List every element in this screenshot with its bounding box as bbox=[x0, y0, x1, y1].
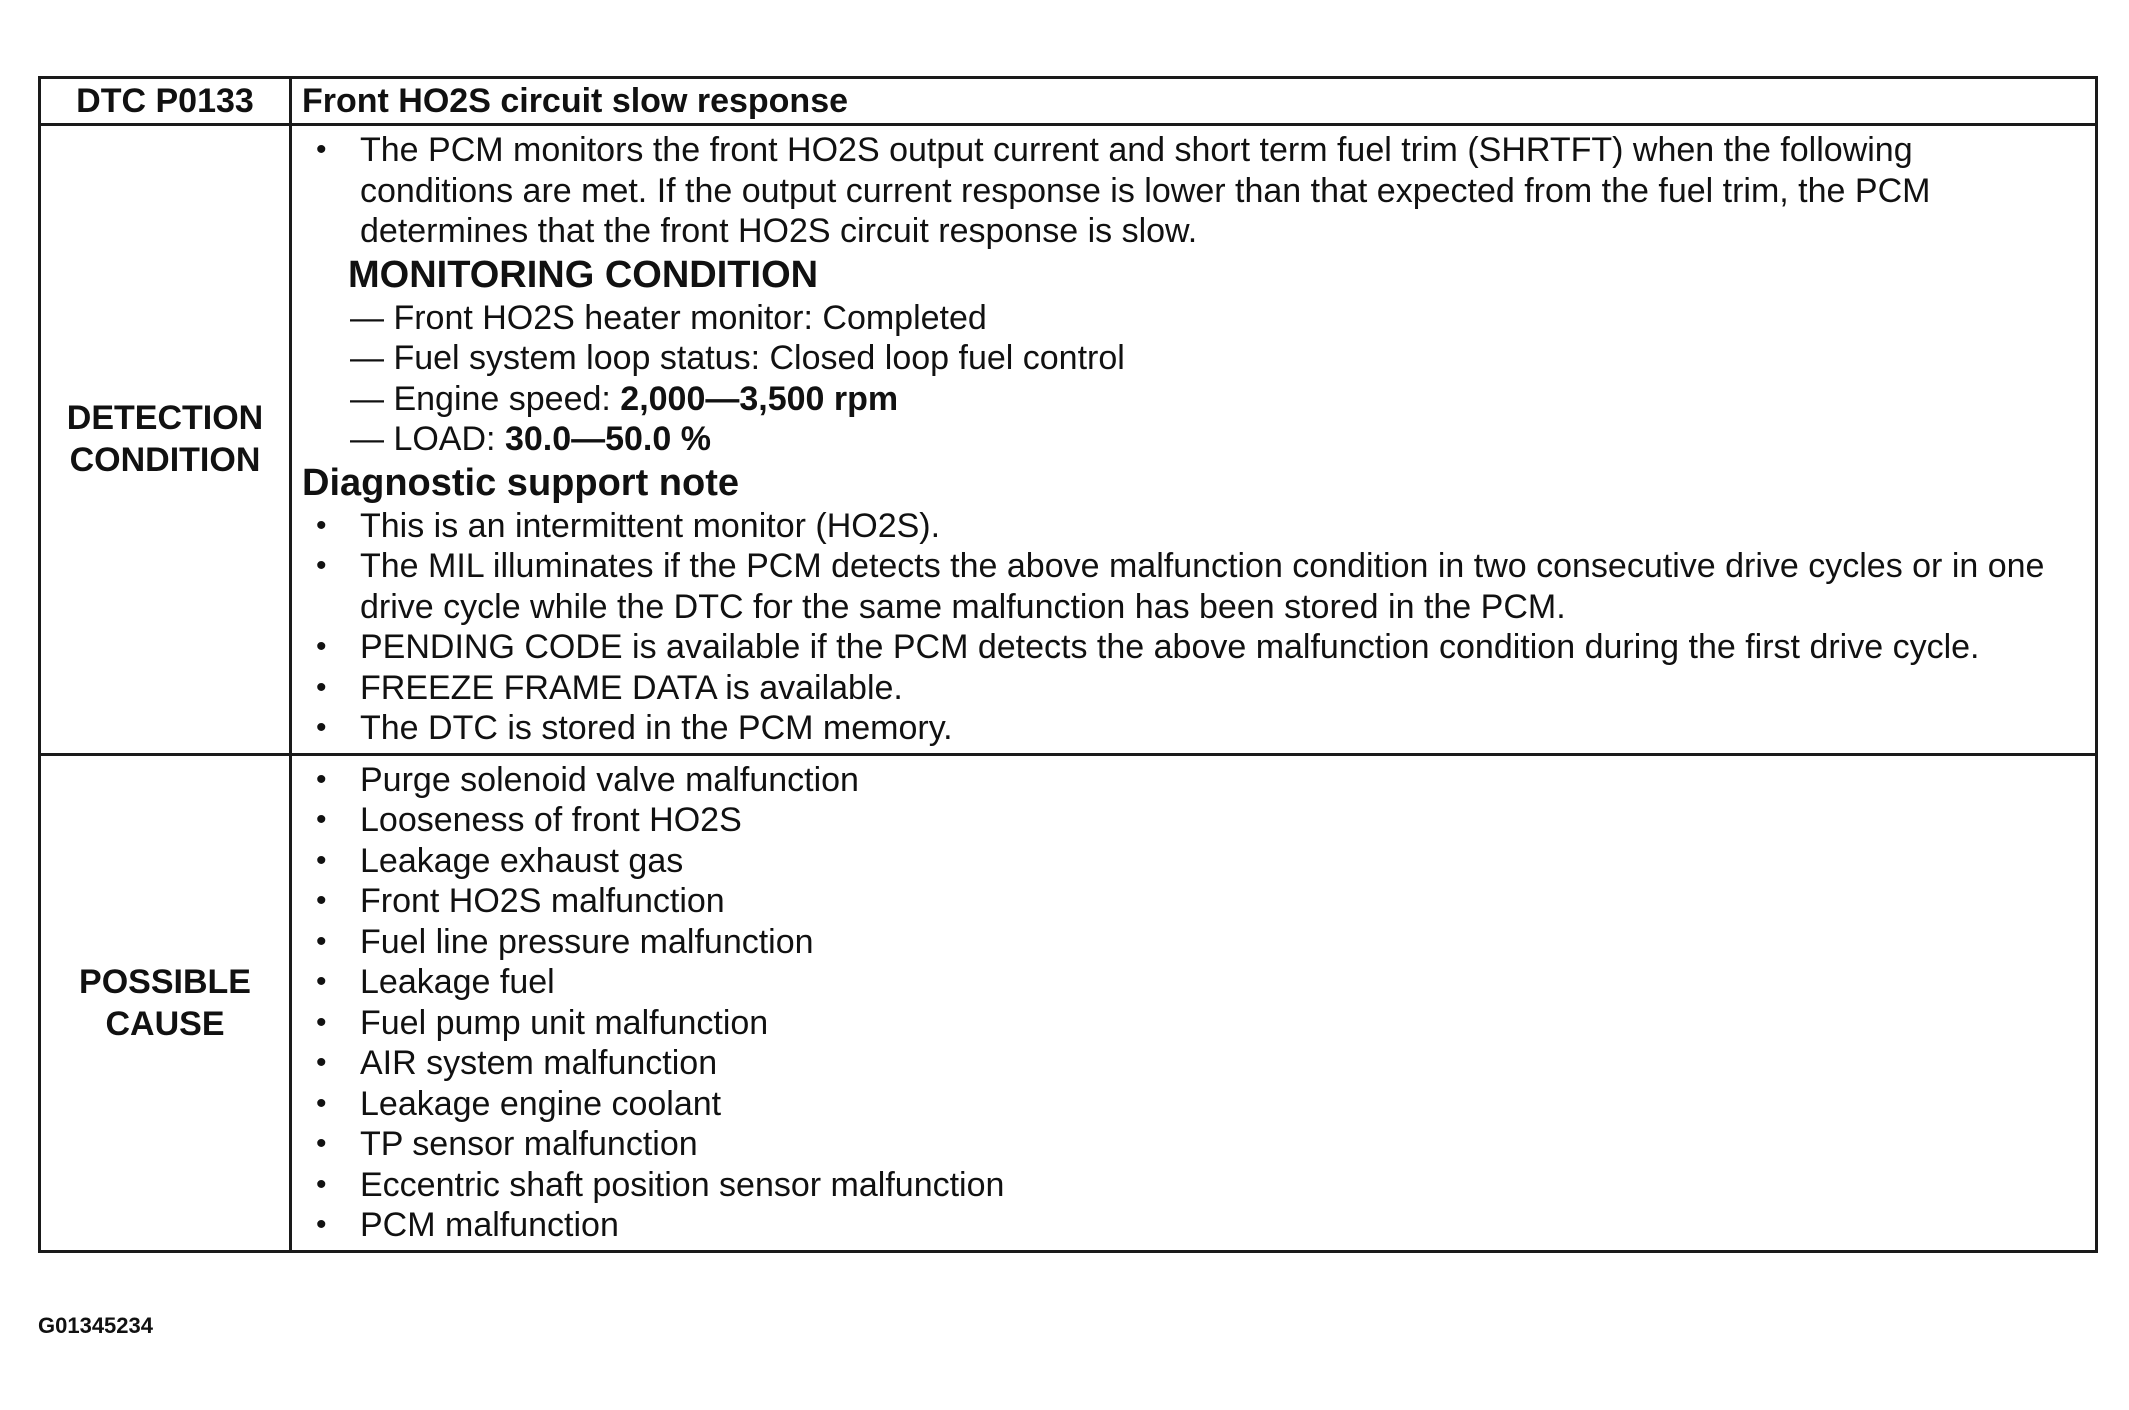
cause-item: • Purge solenoid valve malfunction bbox=[302, 760, 2075, 801]
condition-text: — LOAD: bbox=[350, 420, 505, 458]
detection-row bbox=[40, 125, 2097, 755]
header-row bbox=[40, 78, 2097, 125]
detection-label-line2: CONDITION bbox=[69, 441, 261, 480]
possible-cause-content bbox=[291, 754, 2097, 1251]
detection-label-line1: DETECTION bbox=[66, 399, 264, 438]
diagnostic-support-heading: Diagnostic support note bbox=[302, 461, 739, 504]
detection-intro: • The PCM monitors the front HO2S output current and short term fuel trim (SHRTFT) when the following conditions are met. If the output current response is lower than that expected from the fuel trim, the PCM determines that the front HO2S circuit response is slow. bbox=[302, 130, 2075, 252]
cause-item: • AIR system malfunction bbox=[302, 1043, 2075, 1084]
condition-value: 2,000—3,500 rpm bbox=[620, 379, 899, 418]
condition-text: — Front HO2S heater monitor: Completed bbox=[350, 298, 987, 337]
support-note: • This is an intermittent monitor (HO2S). bbox=[302, 506, 2075, 547]
support-note: • FREEZE FRAME DATA is available. bbox=[302, 668, 2075, 709]
support-note: • The DTC is stored in the PCM memory. bbox=[302, 708, 2075, 749]
condition-item bbox=[302, 419, 2075, 460]
possible-cause-label-line2: CAUSE bbox=[105, 1004, 225, 1043]
possible-cause-row bbox=[40, 754, 2097, 1251]
detection-intro-list bbox=[302, 130, 2075, 252]
possible-cause-label bbox=[40, 754, 291, 1251]
dtc-code: DTC P0133 bbox=[40, 78, 291, 125]
condition-text: — Engine speed: bbox=[350, 379, 621, 418]
monitoring-condition-list bbox=[302, 298, 2075, 460]
condition-item bbox=[302, 338, 2075, 379]
cause-item: • Leakage exhaust gas bbox=[302, 841, 2075, 882]
cause-item: • Fuel line pressure malfunction bbox=[302, 922, 2075, 963]
dtc-title: Front HO2S circuit slow response bbox=[291, 78, 2097, 125]
condition-item bbox=[302, 298, 2075, 339]
dtc-table bbox=[38, 76, 2098, 1253]
figure-id: G01345234 bbox=[38, 1313, 153, 1338]
cause-item: • Eccentric shaft position sensor malfunction bbox=[302, 1165, 2075, 1206]
cause-item: • PCM malfunction bbox=[302, 1205, 2075, 1246]
support-note: • PENDING CODE is available if the PCM detects the above malfunction condition during the first drive cycle. bbox=[302, 627, 2075, 668]
condition-item bbox=[302, 379, 2075, 420]
possible-cause-list bbox=[302, 760, 2075, 1246]
cause-item: • Leakage engine coolant bbox=[302, 1084, 2075, 1125]
support-note-list bbox=[302, 506, 2075, 749]
detection-content bbox=[291, 125, 2097, 755]
possible-cause-label-line1: POSSIBLE bbox=[79, 962, 251, 1001]
condition-text: — Fuel system loop status: Closed loop fuel control bbox=[350, 339, 1125, 377]
cause-item: • Fuel pump unit malfunction bbox=[302, 1003, 2075, 1044]
cause-item: • TP sensor malfunction bbox=[302, 1124, 2075, 1165]
cause-item: • Leakage fuel bbox=[302, 962, 2075, 1003]
detection-label bbox=[40, 125, 291, 755]
monitoring-condition-heading: MONITORING CONDITION bbox=[348, 253, 819, 296]
cause-item: • Front HO2S malfunction bbox=[302, 881, 2075, 922]
condition-value: 30.0—50.0 % bbox=[504, 420, 711, 458]
support-note: • The MIL illuminates if the PCM detects the above malfunction condition in two consecutive drive cycles or in one drive cycle while the DTC for the same malfunction has been stored in the PCM. bbox=[302, 546, 2075, 627]
cause-item: • Looseness of front HO2S bbox=[302, 800, 2075, 841]
